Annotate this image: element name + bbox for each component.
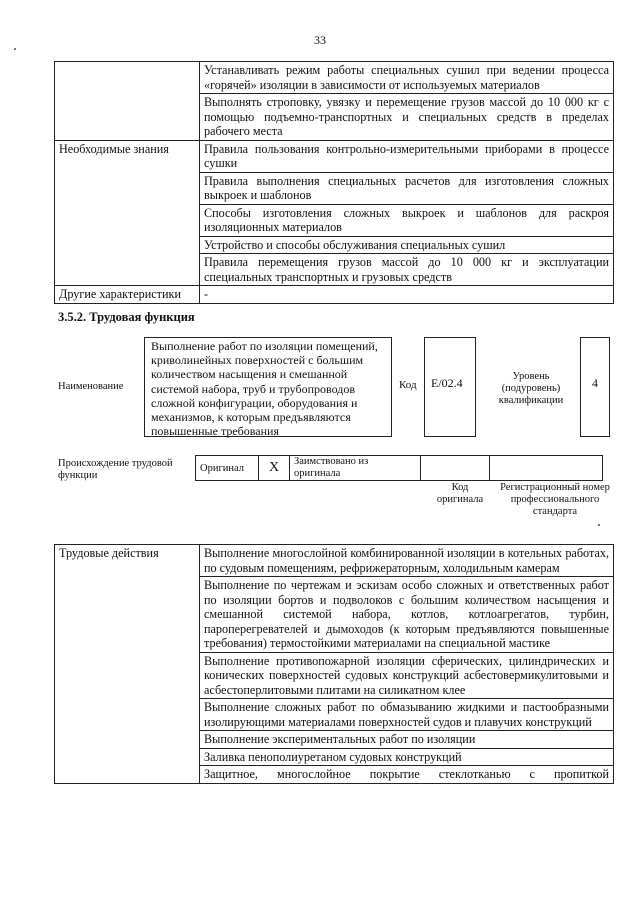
- table-cell: Правила пользования контрольно-измерительными приборами в процессе сушки: [200, 140, 614, 172]
- code-label: Код: [399, 379, 417, 391]
- table-cell: Выполнять строповку, увязку и перемещение грузов массой до 10 000 кг с помощью подъемно-транспортных и специальных средств в пределах рабочего места: [200, 94, 614, 141]
- table-cell: Заливка пенополиуретаном судовых конструкций: [200, 748, 614, 766]
- table-cell: Правила перемещения грузов массой до 10 000 кг и эксплуатации специальных транспортных и грузовых средств: [200, 254, 614, 286]
- function-code-box: E/02.4: [424, 337, 476, 437]
- table-row: [55, 545, 614, 577]
- name-label: Наименование: [58, 381, 124, 392]
- table-cell: Защитное, многослойное покрытие стеклотканью с пропиткой: [200, 766, 614, 784]
- table-cell: Выполнение сложных работ по обмазыванию жидкими и пастообразными изолирующими материалами поверхностей судов и плавучих конструкций: [200, 699, 614, 731]
- table-cell: Выполнение противопожарной изоляции сферических, цилиндрических и конических поверхностей судовых конструкций асбестовермикулитовыми и асбестоперлитовыми плитами на силикатном клее: [200, 652, 614, 699]
- origin-table: [195, 455, 603, 481]
- labor-actions-table: [54, 544, 614, 784]
- origin-label: Происхождение трудовой функции: [58, 458, 173, 481]
- table-cell: Выполнение экспериментальных работ по изоляции: [200, 731, 614, 749]
- original-label: Оригинал: [196, 456, 259, 481]
- code-original-cell: [421, 456, 490, 481]
- scan-speck: [14, 48, 16, 50]
- table-row: [55, 286, 614, 304]
- labor-actions-label: Трудовые действия: [55, 545, 200, 784]
- table-row: [196, 456, 603, 481]
- page-number: 33: [314, 33, 326, 47]
- reg-number-cell: [490, 456, 603, 481]
- table-cell: Способы изготовления сложных выкроек и шаблонов для раскроя изоляционных материалов: [200, 204, 614, 236]
- table-cell: Устройство и способы обслуживания специальных сушил: [200, 236, 614, 254]
- qualification-level-box: 4: [580, 337, 610, 437]
- skills-knowledge-table: [54, 61, 614, 304]
- table-cell: Выполнение по чертежам и эскизам особо сложных и ответственных работ по изоляции бортов и подволоков с большим количеством насыщения и смешанной системой набора, котлов, котлоагрегатов, турбин, пароперегревателей и дымоходов (к которым предъявляются повышенные требования) термостойкими материалами на специальной мастике: [200, 577, 614, 653]
- table-row: [55, 140, 614, 172]
- table-cell: Выполнение многослойной комбинированной изоляции в котельных работах, по судовым помещениям, рефрижераторным, холодильным камерам: [200, 545, 614, 577]
- scan-speck: [598, 524, 600, 526]
- other-characteristics-label: Другие характеристики: [55, 286, 200, 304]
- required-knowledge-label: Необходимые знания: [55, 140, 200, 286]
- row-label-empty: [55, 62, 200, 141]
- reg-number-caption: Регистрационный номер профессионального стандарта: [500, 482, 610, 517]
- section-title: 3.5.2. Трудовая функция: [58, 310, 195, 324]
- table-cell: -: [200, 286, 614, 304]
- code-original-caption: Код оригинала: [436, 482, 484, 505]
- original-mark: X: [259, 456, 290, 481]
- function-name-box: Выполнение работ по изоляции помещений, криволинейных поверхностей с большим количеством насыщения и смешанной системой набора, труб и трубопроводов сложной конфигурации, оборудования и механизмов, к которым предъявляются повышенные требования: [144, 337, 392, 437]
- table-row: [55, 62, 614, 94]
- borrowed-label: Заимствовано из оригинала: [290, 456, 421, 481]
- table-cell: Устанавливать режим работы специальных сушил при ведении процесса «горячей» изоляции в зависимости от используемых материалов: [200, 62, 614, 94]
- table-cell: Правила выполнения специальных расчетов для изготовления сложных выкроек и шаблонов: [200, 172, 614, 204]
- qualification-level-label: Уровень (подуровень) квалификации: [498, 371, 564, 406]
